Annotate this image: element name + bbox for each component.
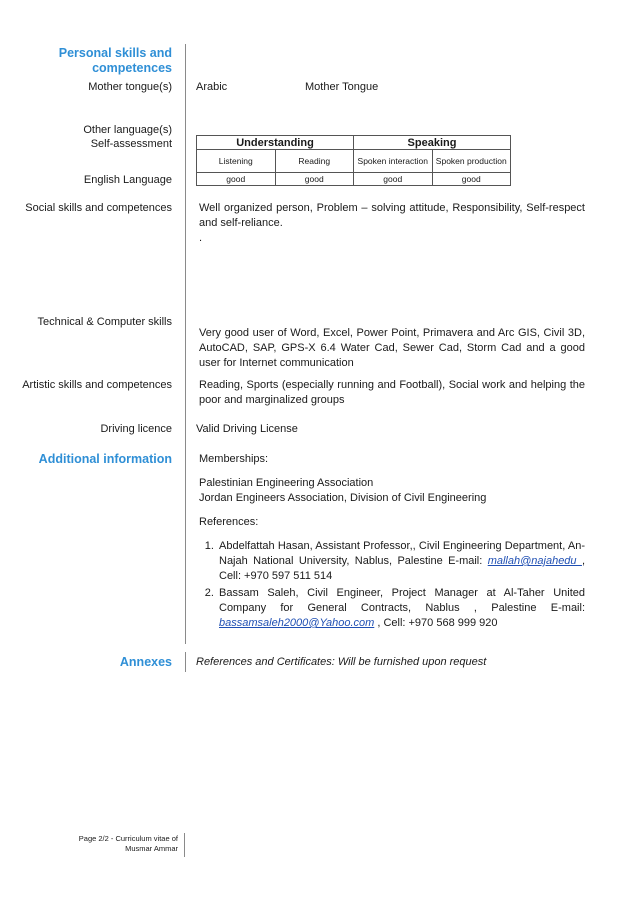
personal-skills-heading: Personal skills and competences bbox=[58, 46, 172, 75]
footer-page-line: Page 2/2 - Curriculum vitae of bbox=[78, 834, 178, 843]
references-title: References: bbox=[199, 516, 259, 528]
social-skills-label: Social skills and competences bbox=[25, 202, 172, 214]
memberships-title: Memberships: bbox=[199, 453, 269, 465]
technical-skills-label: Technical & Computer skills bbox=[37, 316, 172, 328]
technical-skills-text: Very good user of Word, Excel, Power Point, Primavera and Arc GIS, Civil 3D, AutoCAD, SAP, GPS-X 6.4 Water Cad, Sewer Cad, Storm Cad and a good user for Internet communication bbox=[199, 327, 585, 369]
social-skills-dot: . bbox=[199, 232, 203, 244]
other-languages-label: Other language(s) bbox=[83, 124, 172, 136]
social-skills-paragraph: Well organized person, Problem – solving attitude, Responsibility, Self-respect and self-reliance. bbox=[199, 202, 585, 229]
additional-info-block bbox=[199, 452, 585, 633]
artistic-skills-label: Artistic skills and competences bbox=[22, 379, 172, 391]
spoken-production-level: good bbox=[432, 173, 511, 186]
english-language-label: English Language bbox=[83, 174, 172, 186]
social-skills-text bbox=[199, 201, 585, 246]
reading-header: Reading bbox=[275, 150, 354, 173]
speaking-header: Speaking bbox=[354, 136, 511, 150]
page-footer bbox=[79, 834, 178, 854]
reference-cell: , Cell: +970 568 999 920 bbox=[374, 617, 498, 629]
reference-email-link[interactable]: bassamsaleh2000@Yahoo.com bbox=[219, 617, 375, 629]
reference-cell: , Cell: +970 597 511 514 bbox=[219, 555, 585, 582]
spoken-production-header: Spoken production bbox=[432, 150, 511, 173]
reference-item bbox=[217, 539, 585, 584]
annexes-text: References and Certificates: Will be furnished upon request bbox=[196, 656, 487, 668]
column-divider-annexes bbox=[185, 652, 186, 672]
mother-tongue-label: Mother tongue(s) bbox=[88, 81, 172, 93]
additional-info-heading: Additional information bbox=[38, 452, 172, 466]
listening-level: good bbox=[197, 173, 276, 186]
artistic-skills-text: Reading, Sports (especially running and Football), Social work and helping the poor and marginalized groups bbox=[199, 379, 585, 406]
mother-tongue-value: Arabic bbox=[196, 81, 228, 93]
listening-header: Listening bbox=[197, 150, 276, 173]
driving-licence-text: Valid Driving License bbox=[196, 423, 298, 435]
driving-licence-label: Driving licence bbox=[100, 423, 172, 435]
language-assessment-table bbox=[196, 135, 511, 186]
spoken-interaction-level: good bbox=[354, 173, 433, 186]
spoken-interaction-header: Spoken interaction bbox=[354, 150, 433, 173]
reference-item bbox=[217, 586, 585, 631]
membership-item: Jordan Engineers Association, Division of Civil Engineering bbox=[199, 492, 487, 504]
reference-text: Abdelfattah Hasan, Assistant Professor,, Civil Engineering Department, An-Najah National University, Nablus, Palestine E-mail: bbox=[219, 540, 585, 567]
references-list bbox=[199, 539, 585, 631]
understanding-header: Understanding bbox=[197, 136, 354, 150]
membership-item: Palestinian Engineering Association bbox=[199, 477, 374, 489]
reference-email-link[interactable]: mallah@najahedu bbox=[487, 555, 582, 567]
column-divider-main bbox=[185, 204, 186, 644]
self-assessment-label: Self-assessment bbox=[90, 138, 172, 150]
footer-name-line: Musmar Ammar bbox=[125, 844, 178, 853]
footer-divider bbox=[184, 833, 185, 857]
annexes-heading: Annexes bbox=[119, 655, 172, 669]
reference-text: Bassam Saleh, Civil Engineer, Project Manager at Al-Taher United Company for General Contracts, Nablus , Palestine E-mail: bbox=[219, 587, 585, 614]
mother-tongue-note: Mother Tongue bbox=[305, 81, 379, 93]
column-divider-top bbox=[185, 44, 186, 204]
reading-level: good bbox=[275, 173, 354, 186]
